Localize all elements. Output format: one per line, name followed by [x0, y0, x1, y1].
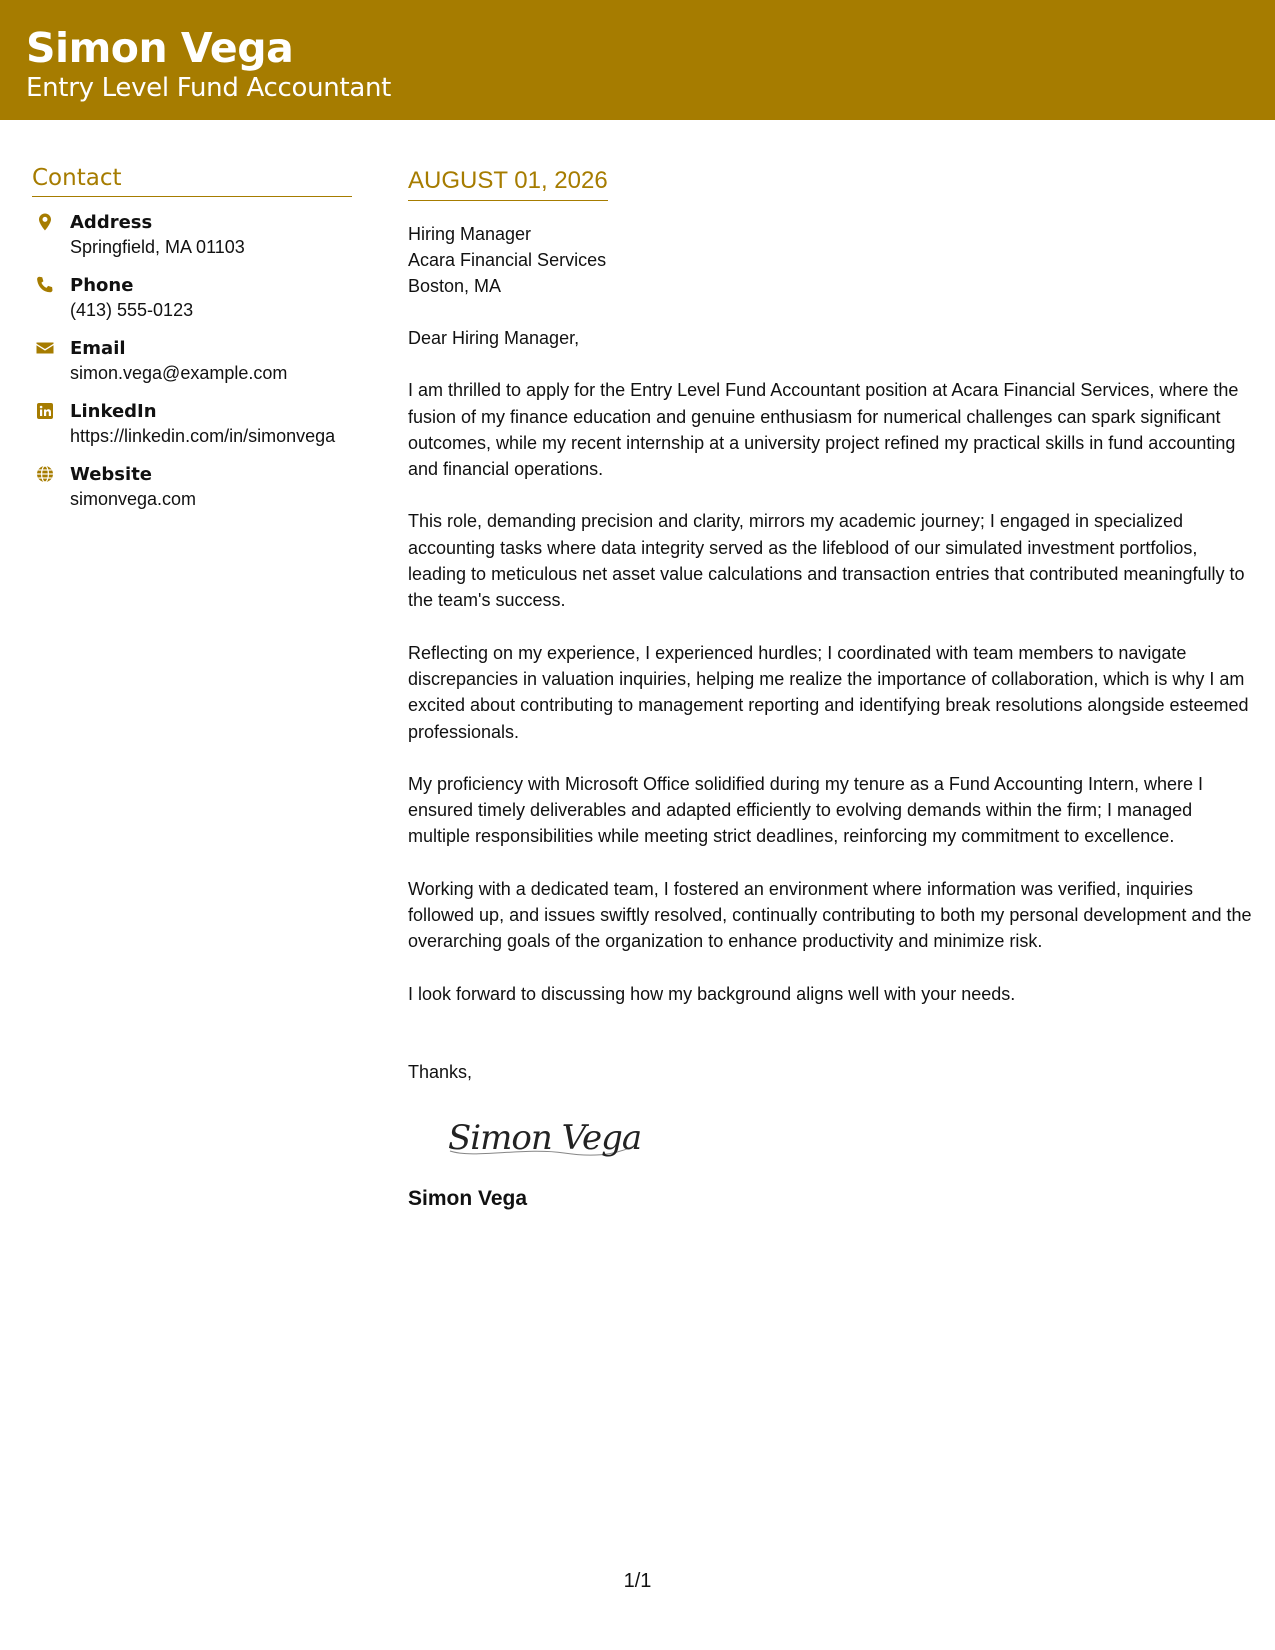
salutation: Dear Hiring Manager, — [408, 328, 580, 348]
contact-value: https://linkedin.com/in/simonvega — [70, 426, 336, 446]
recipient-block — [408, 221, 1252, 299]
contact-label: LinkedIn — [70, 401, 157, 422]
applicant-title: Entry Level Fund Accountant — [26, 73, 392, 103]
recipient-line: Hiring Manager — [408, 224, 532, 244]
contact-section-title: Contact — [32, 164, 352, 197]
letter-paragraph: I am thrilled to apply for the Entry Level Fund Accountant position at Acara Financial Services, where the fusion of my finance education and genuine enthusiasm for numerical challenges can spark significant outcomes, while my recent internship at a university project refined my practical skills in fund accounting and financial operations. — [408, 380, 1239, 480]
signature-text: Simon Vega — [448, 1118, 642, 1159]
page-number: 1/1 — [623, 1570, 652, 1592]
contact-value: simonvega.com — [70, 489, 197, 509]
letter-paragraph: I look forward to discussing how my background aligns well with your needs. — [408, 983, 1016, 1004]
contact-item-linkedin — [32, 400, 352, 449]
phone-icon — [35, 275, 55, 295]
envelope-icon — [35, 338, 55, 358]
contact-sidebar — [32, 164, 352, 512]
contact-item-email — [32, 337, 352, 386]
letter-paragraph: This role, demanding precision and clarity, mirrors my academic journey; I engaged in specialized accounting tasks where data integrity served as the lifeblood of our simulated investment portfolios, leading to meticulous net asset value calculations and transaction entries that contributed meaningfully to the team's success. — [408, 511, 1245, 611]
globe-icon — [35, 464, 55, 484]
letter-paragraph: Working with a dedicated team, I fostered an environment where information was verified, inquiries followed up, and issues swiftly resolved, continually contributing to both my personal development and the overarching goals of the organization to enhance productivity and minimize risk. — [408, 878, 1252, 952]
contact-item-website — [32, 463, 352, 512]
recipient-line: Boston, MA — [408, 276, 502, 296]
contact-label: Phone — [70, 275, 134, 296]
header-banner — [0, 0, 1275, 120]
contact-label: Email — [70, 338, 126, 359]
contact-label: Address — [70, 212, 153, 233]
contact-item-address — [32, 211, 352, 260]
map-pin-icon — [35, 212, 55, 232]
applicant-name: Simon Vega — [26, 24, 294, 72]
closing: Thanks, — [408, 1061, 473, 1082]
linkedin-icon — [35, 401, 55, 421]
letter-paragraph: Reflecting on my experience, I experienced hurdles; I coordinated with team members to navigate discrepancies in valuation inquiries, helping me realize the importance of collaboration, which is why I am excited about contributing to management reporting and identifying break resolutions alongside esteemed professionals. — [408, 642, 1249, 742]
contact-item-phone — [32, 274, 352, 323]
contact-label: Website — [70, 464, 153, 485]
letter-paragraph: My proficiency with Microsoft Office solidified during my tenure as a Fund Accounting Intern, where I ensured timely deliverables and adapted efficiently to evolving demands within the firm; I managed multiple responsibilities while meeting strict deadlines, reinforcing my commitment to excellence. — [408, 773, 1204, 847]
handwritten-signature — [444, 1107, 1252, 1167]
recipient-line: Acara Financial Services — [408, 250, 607, 270]
contact-value: simon.vega@example.com — [70, 363, 288, 383]
letter-body — [408, 166, 1252, 1213]
contact-value: Springfield, MA 01103 — [70, 237, 245, 257]
letter-date: AUGUST 01, 2026 — [408, 166, 608, 201]
signer-name: Simon Vega — [408, 1187, 528, 1211]
contact-value: (413) 555-0123 — [70, 300, 194, 320]
